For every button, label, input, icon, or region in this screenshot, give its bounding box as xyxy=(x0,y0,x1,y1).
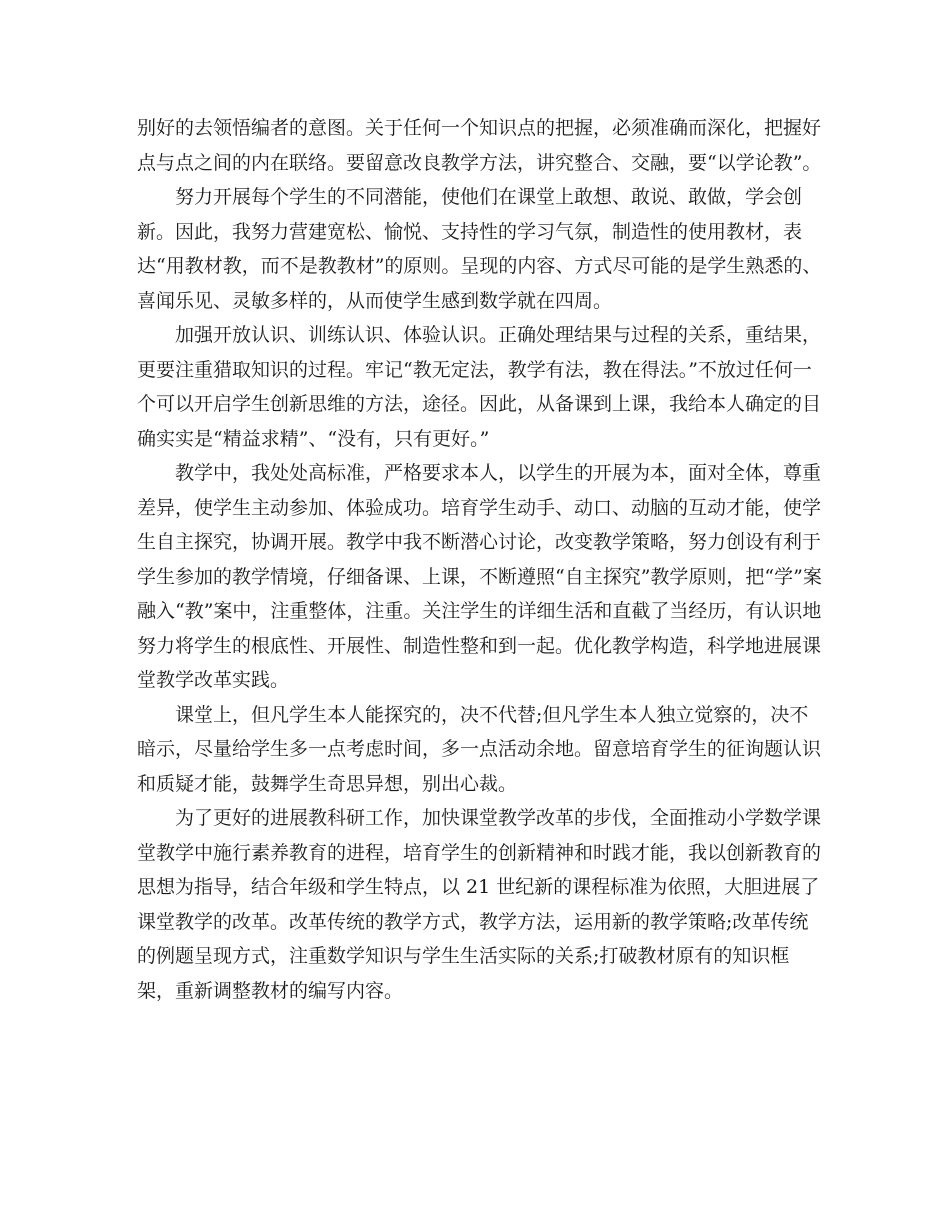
paragraph-6 xyxy=(137,801,822,1008)
text-line: 架，重新调整教材的编写内容。 xyxy=(137,979,404,1002)
text-line: 生自主探究，协调开展。教学中我不断潜心讨论，改变教学策略，努力创设有利于 xyxy=(137,531,822,553)
text-line: 思想为指导，结合年级和学生特点，以 21 世纪新的课程标准为依照，大胆进展了 xyxy=(137,876,820,898)
text-line: 个可以开启学生创新思维的方法，途径。因此，从备课到上课，我给本人确定的目 xyxy=(137,393,822,415)
text-line: 课堂上，但凡学生本人能探究的，决不代替;但凡学生本人独立觉察的，决不 xyxy=(175,703,809,726)
text-line: 达“用教材教，而不是教教材”的原则。呈现的内容、方式尽可能的是学生熟悉的、 xyxy=(137,255,822,277)
text-line: 为了更好的进展教科研工作，加快课堂教学改革的步伐，全面推动小学数学课 xyxy=(175,807,822,829)
text-line: 加强开放认识、训练认识、体验认识。正确处理结果与过程的关系，重结果， xyxy=(175,324,822,346)
paragraph-5 xyxy=(137,698,822,802)
text-line: 学生参加的教学情境，仔细备课、上课，不断遵照“自主探究”教学原则，把“学”案 xyxy=(137,565,822,588)
text-line: 新。因此，我努力营建宽松、愉悦、支持性的学习气氛，制造性的使用教材，表 xyxy=(137,220,803,243)
text-line: 更要注重猎取知识的过程。牢记“教无定法，教学有法，教在得法。”不放过任何一 xyxy=(137,358,812,381)
paragraph-3 xyxy=(137,318,822,456)
text-line: 努力开展每个学生的不同潜能，使他们在课堂上敢想、敢说、敢做，学会创 xyxy=(175,186,803,208)
text-line: 堂教学中施行素养教育的进程，培育学生的创新精神和时践才能，我以创新教育的 xyxy=(137,841,822,864)
text-line: 别好的去领悟编者的意图。关于任何一个知识点的把握，必须准确而深化，把握好 xyxy=(137,117,822,139)
text-line: 努力将学生的根底性、开展性、制造性整和到一起。优化教学构造，科学地进展课 xyxy=(137,634,822,657)
paragraph-2 xyxy=(137,180,822,318)
text-line: 融入“教”案中，注重整体，注重。关注学生的详细生活和直截了当经历，有认识地 xyxy=(137,600,822,622)
text-line: 教学中，我处处高标准，严格要求本人，以学生的开展为本，面对全体，尊重 xyxy=(175,462,822,484)
text-line: 喜闻乐见、灵敏多样的，从而使学生感到数学就在四周。 xyxy=(137,289,613,312)
text-line: 暗示，尽量给学生多一点考虑时间，多一点活动余地。留意培育学生的征询题认识 xyxy=(137,738,822,760)
text-line: 和质疑才能，鼓舞学生奇思异想，别出心裁。 xyxy=(137,772,518,795)
document-body xyxy=(137,111,822,1008)
text-line: 堂教学改革实践。 xyxy=(137,669,290,691)
text-line: 课堂教学的改革。改革传统的教学方式，教学方法，运用新的教学策略;改革传统 xyxy=(137,910,809,933)
paragraph-1 xyxy=(137,111,822,180)
text-line: 点与点之间的内在联络。要留意改良教学方法，讲究整合、交融，要“以学论教”。 xyxy=(137,151,822,174)
text-line: 确实实是“精益求精”、“没有，只有更好。” xyxy=(137,427,490,450)
text-line: 的例题呈现方式，注重数学知识与学生生活实际的关系;打破教材原有的知识框 xyxy=(137,945,790,967)
text-line: 差异，使学生主动参加、体验成功。培育学生动手、动口、动脑的互动才能，使学 xyxy=(137,496,822,519)
paragraph-4 xyxy=(137,456,822,698)
